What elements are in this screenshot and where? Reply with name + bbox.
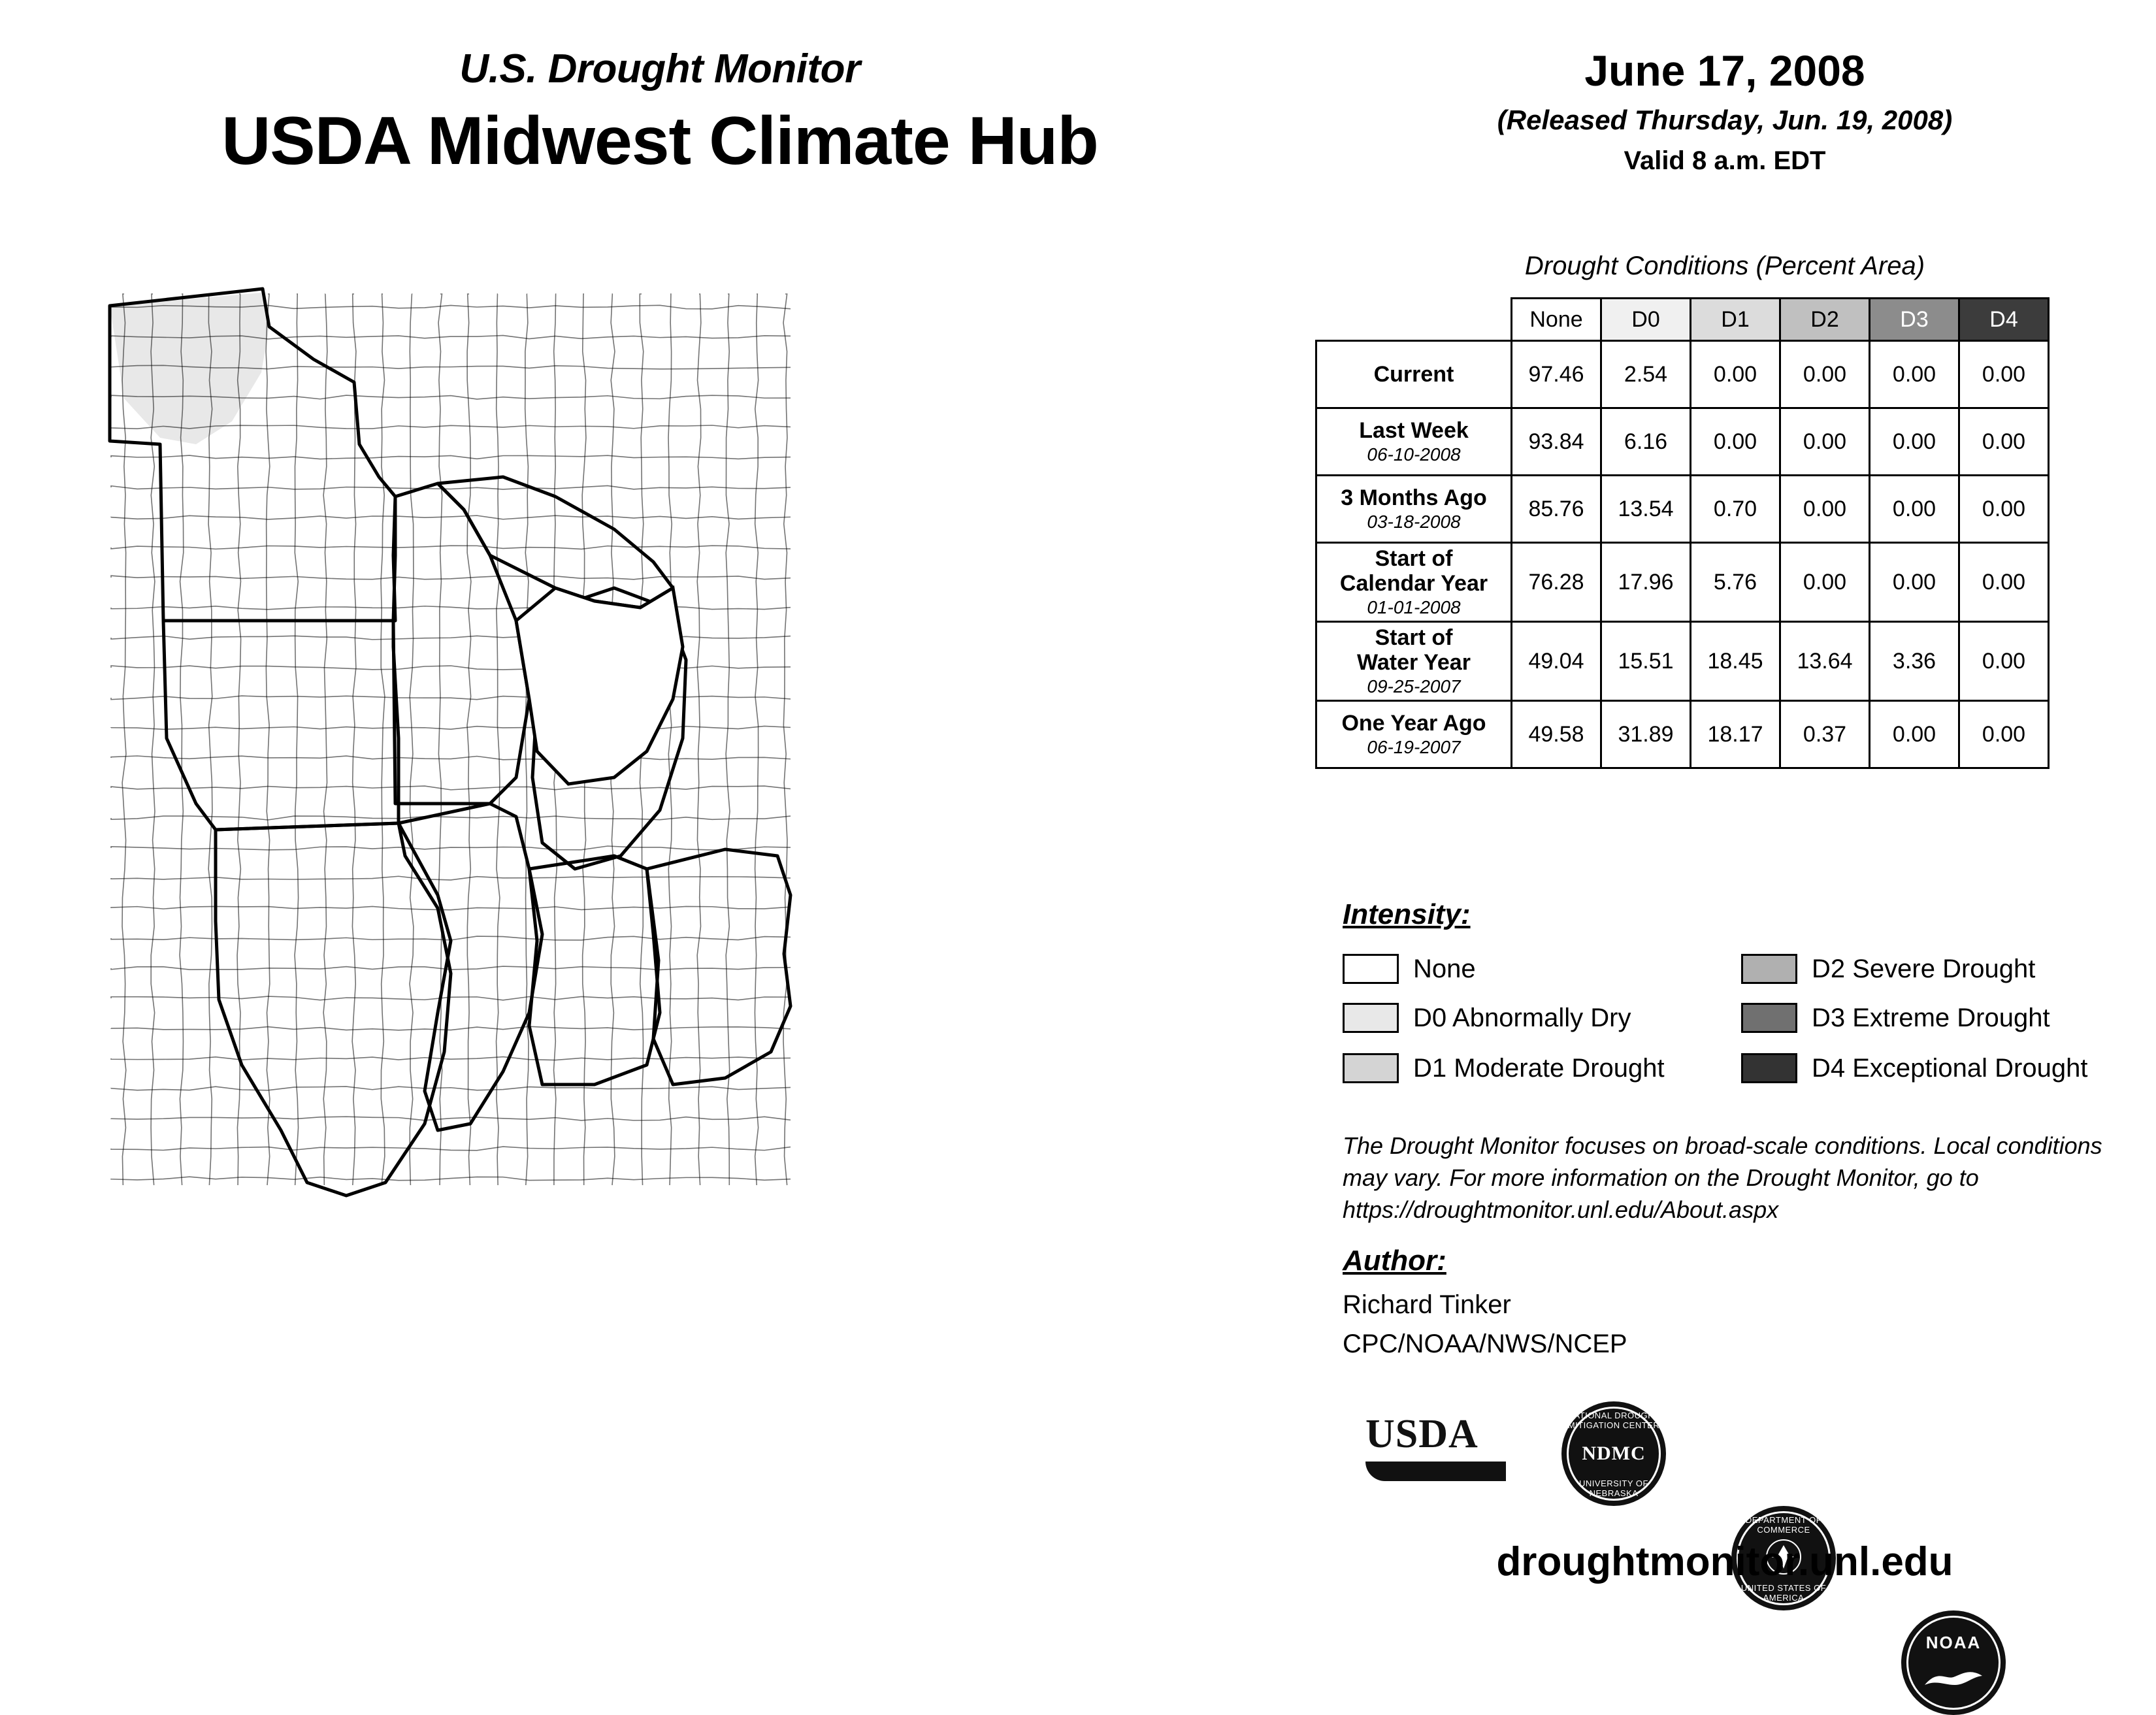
- table-cell-d1: 0.00: [1691, 408, 1780, 476]
- column-header-d3: D3: [1870, 299, 1959, 341]
- table-cell-d0: 13.54: [1601, 476, 1691, 543]
- midwest-drought-map: [98, 281, 1287, 1581]
- column-header-d4: D4: [1959, 299, 2049, 341]
- ndmc-logo-arc-top: NATIONAL DROUGHT MITIGATION CENTER: [1567, 1411, 1660, 1430]
- table-corner-cell: [1316, 299, 1512, 341]
- table-row: [1316, 341, 2049, 408]
- legend-item-none: [1343, 954, 1476, 984]
- intensity-legend-title: Intensity:: [1343, 898, 1471, 930]
- table-cell-none: 76.28: [1512, 543, 1601, 622]
- swatch-d2: [1741, 954, 1797, 984]
- noaa-logo: [1901, 1610, 2006, 1715]
- table-cell-d0: 15.51: [1601, 622, 1691, 701]
- table-cell-d2: 0.37: [1780, 701, 1870, 768]
- right-header: [1339, 46, 2110, 176]
- table-cell-none: 85.76: [1512, 476, 1601, 543]
- table-cell-d3: 0.00: [1870, 476, 1959, 543]
- table-row-label: [1316, 408, 1512, 476]
- author-name: Richard Tinker: [1343, 1290, 1511, 1319]
- legend-item-d3: [1741, 1003, 2050, 1033]
- table-row: [1316, 701, 2049, 768]
- legend-item-d4: [1741, 1053, 2087, 1083]
- legend-label-d2: D2 Severe Drought: [1812, 954, 2036, 983]
- legend-item-d0: [1343, 1003, 1631, 1033]
- ndmc-logo-arc-bottom: UNIVERSITY OF NEBRASKA: [1579, 1478, 1648, 1498]
- usda-logo-bar: [1365, 1462, 1506, 1481]
- column-header-none: None: [1512, 299, 1601, 341]
- table-row: [1316, 622, 2049, 701]
- table-row-label-date: 09-25-2007: [1367, 676, 1461, 697]
- noaa-seagull-icon: [1922, 1665, 1985, 1695]
- doc-seal-arc-bottom: UNITED STATES OF AMERICA: [1740, 1583, 1827, 1603]
- table-row-label-date: 03-18-2008: [1367, 512, 1461, 532]
- table-cell-d4: 0.00: [1959, 476, 2049, 543]
- table-cell-d3: 0.00: [1870, 543, 1959, 622]
- table-row: [1316, 476, 2049, 543]
- table-cell-d0: 6.16: [1601, 408, 1691, 476]
- map-drought-area-d0: [110, 293, 269, 444]
- swatch-d3: [1741, 1003, 1797, 1033]
- page-title: USDA Midwest Climate Hub: [221, 103, 1098, 179]
- table-row-label: [1316, 341, 1512, 408]
- table-cell-d3: 3.36: [1870, 622, 1959, 701]
- author-title: Author:: [1343, 1245, 1446, 1277]
- table-cell-d1: 18.17: [1691, 701, 1780, 768]
- table-cell-d1: 0.00: [1691, 341, 1780, 408]
- map-svg: [98, 281, 1287, 1581]
- table-header-row: [1316, 299, 2049, 341]
- table-cell-d4: 0.00: [1959, 408, 2049, 476]
- table-row-label-main: Last Week: [1359, 417, 1469, 443]
- table-cell-none: 49.58: [1512, 701, 1601, 768]
- table-cell-d2: 0.00: [1780, 408, 1870, 476]
- table-row-label-main: One Year Ago: [1341, 711, 1486, 736]
- table-row-label-date: 06-10-2008: [1367, 444, 1461, 465]
- table-cell-d1: 5.76: [1691, 543, 1780, 622]
- legend-item-d2: [1741, 954, 2035, 984]
- table-cell-d0: 2.54: [1601, 341, 1691, 408]
- column-header-d0: D0: [1601, 299, 1691, 341]
- legend-item-d1: [1343, 1053, 1665, 1083]
- table-row: [1316, 543, 2049, 622]
- table-cell-d1: 0.70: [1691, 476, 1780, 543]
- table-cell-d3: 0.00: [1870, 341, 1959, 408]
- author-organization: CPC/NOAA/NWS/NCEP: [1343, 1330, 1627, 1358]
- usda-logo: [1365, 1411, 1522, 1496]
- swatch-d4: [1741, 1053, 1797, 1083]
- legend-label-d0: D0 Abnormally Dry: [1413, 1003, 1631, 1032]
- ndmc-logo: [1561, 1401, 1666, 1506]
- table-row-label-date: 01-01-2008: [1367, 597, 1461, 618]
- table-row-label-main: Start of Water Year: [1357, 625, 1471, 676]
- drought-conditions-table: [1315, 297, 2050, 769]
- table-row-label: [1316, 476, 1512, 543]
- disclaimer-text: The Drought Monitor focuses on broad-scale conditions. Local conditions may vary. For more information on the Drought Monitor, go to https://droughtmonitor.unl.edu/About.aspx: [1343, 1132, 2102, 1223]
- table-cell-d3: 0.00: [1870, 408, 1959, 476]
- table-cell-d3: 0.00: [1870, 701, 1959, 768]
- valid-time: Valid 8 a.m. EDT: [1624, 146, 1826, 175]
- table-cell-d2: 13.64: [1780, 622, 1870, 701]
- swatch-none: [1343, 954, 1399, 984]
- left-header: [39, 46, 1281, 180]
- table-cell-d0: 31.89: [1601, 701, 1691, 768]
- table-row-label-main: Current: [1373, 361, 1454, 387]
- ndmc-logo-text: NDMC: [1582, 1443, 1646, 1464]
- table-row-label: [1316, 701, 1512, 768]
- table-cell-d2: 0.00: [1780, 476, 1870, 543]
- table-row-label: [1316, 622, 1512, 701]
- map-great-lakes: [516, 588, 683, 784]
- table-caption: Drought Conditions (Percent Area): [1524, 252, 1925, 280]
- usda-logo-text: USDA: [1365, 1412, 1478, 1456]
- legend-label-d4: D4 Exceptional Drought: [1812, 1053, 2088, 1083]
- column-header-d1: D1: [1691, 299, 1780, 341]
- noaa-logo-ring: [1906, 1616, 2001, 1710]
- table-row-label-main: 3 Months Ago: [1341, 485, 1487, 510]
- table-cell-d4: 0.00: [1959, 701, 2049, 768]
- table-cell-none: 97.46: [1512, 341, 1601, 408]
- table-cell-d1: 18.45: [1691, 622, 1780, 701]
- table-row-label-date: 06-19-2007: [1367, 737, 1461, 758]
- table-cell-d4: 0.00: [1959, 341, 2049, 408]
- table-cell-d4: 0.00: [1959, 543, 2049, 622]
- table-row-label: [1316, 543, 1512, 622]
- table-cell-d4: 0.00: [1959, 622, 2049, 701]
- table-row-label-main: Start of Calendar Year: [1339, 546, 1488, 596]
- release-date: (Released Thursday, Jun. 19, 2008): [1497, 105, 1953, 135]
- legend-label-d1: D1 Moderate Drought: [1413, 1053, 1665, 1083]
- doc-seal-arc-top: DEPARTMENT OF COMMERCE: [1745, 1515, 1822, 1535]
- legend-label-none: None: [1413, 954, 1476, 983]
- table-cell-none: 93.84: [1512, 408, 1601, 476]
- product-title: U.S. Drought Monitor: [459, 46, 860, 91]
- table-cell-d0: 17.96: [1601, 543, 1691, 622]
- table-cell-d2: 0.00: [1780, 341, 1870, 408]
- swatch-d0: [1343, 1003, 1399, 1033]
- legend-label-d3: D3 Extreme Drought: [1812, 1003, 2050, 1032]
- table-cell-d2: 0.00: [1780, 543, 1870, 622]
- column-header-d2: D2: [1780, 299, 1870, 341]
- noaa-logo-text: NOAA: [1925, 1633, 1982, 1652]
- website-url: droughtmonitor.unl.edu: [1496, 1539, 1953, 1584]
- table-row: [1316, 408, 2049, 476]
- swatch-d1: [1343, 1053, 1399, 1083]
- table-cell-none: 49.04: [1512, 622, 1601, 701]
- map-date: June 17, 2008: [1584, 46, 1865, 95]
- table-body: [1316, 341, 2049, 768]
